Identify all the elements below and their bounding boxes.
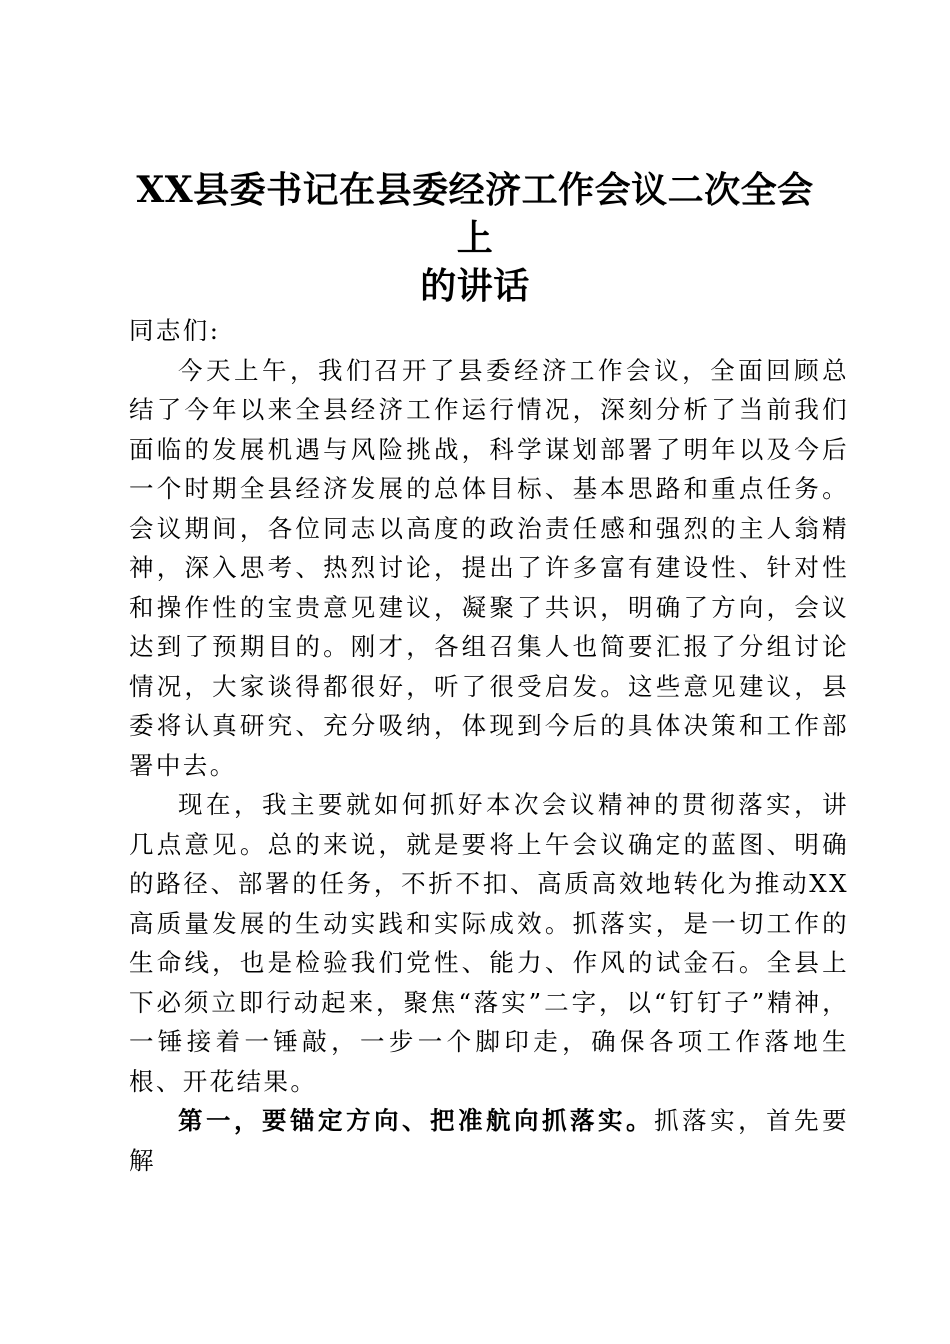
document-title bbox=[120, 166, 830, 310]
paragraph-2: 现在，我主要就如何抓好本次会议精神的贯彻落实，讲几点意见。总的来说，就是要将上午会议确定的蓝图、明确的路径、部署的任务，不折不扣、高质高效地转化为推动XX高质量发展的生动实践和实际成效。抓落实，是一切工作的生命线，也是检验我们党性、能力、作风的试金石。全县上下必须立即行动起来，聚焦“落实”二字，以“钉钉子”精神，一锤接着一锤敲，一步一个脚印走，确保各项工作落地生根、开花结果。 bbox=[129, 790, 849, 1096]
salutation: 同志们: bbox=[129, 316, 221, 345]
paragraph-3 bbox=[129, 1101, 849, 1180]
document-body bbox=[129, 311, 849, 1180]
paragraph-1: 今天上午，我们召开了县委经济工作会议，全面回顾总结了今年以来全县经济工作运行情况，深刻分析了当前我们面临的发展机遇与风险挑战，科学谋划部署了明年以及今后一个时期全县经济发展的总体目标、基本思路和重点任务。会议期间，各位同志以高度的政治责任感和强烈的主人翁精神，深入思考、热烈讨论，提出了许多富有建设性、针对性和操作性的宝贵意见建议，凝聚了共识，明确了方向，会议达到了预期目的。刚才，各组召集人也简要汇报了分组讨论情况，大家谈得都很好，听了很受启发。这些意见建议，县委将认真研究、充分吸纳，体现到今后的具体决策和工作部署中去。 bbox=[129, 355, 849, 780]
paragraph-3-text: 抓落实，首先要解 bbox=[129, 1106, 849, 1175]
title-line-1: XX县委书记在县委经济工作会议二次全会上 bbox=[136, 169, 814, 259]
title-line-2: 的讲话 bbox=[420, 265, 530, 307]
section-heading-1: 第一，要锚定方向、把准航向抓落实。 bbox=[178, 1106, 655, 1135]
